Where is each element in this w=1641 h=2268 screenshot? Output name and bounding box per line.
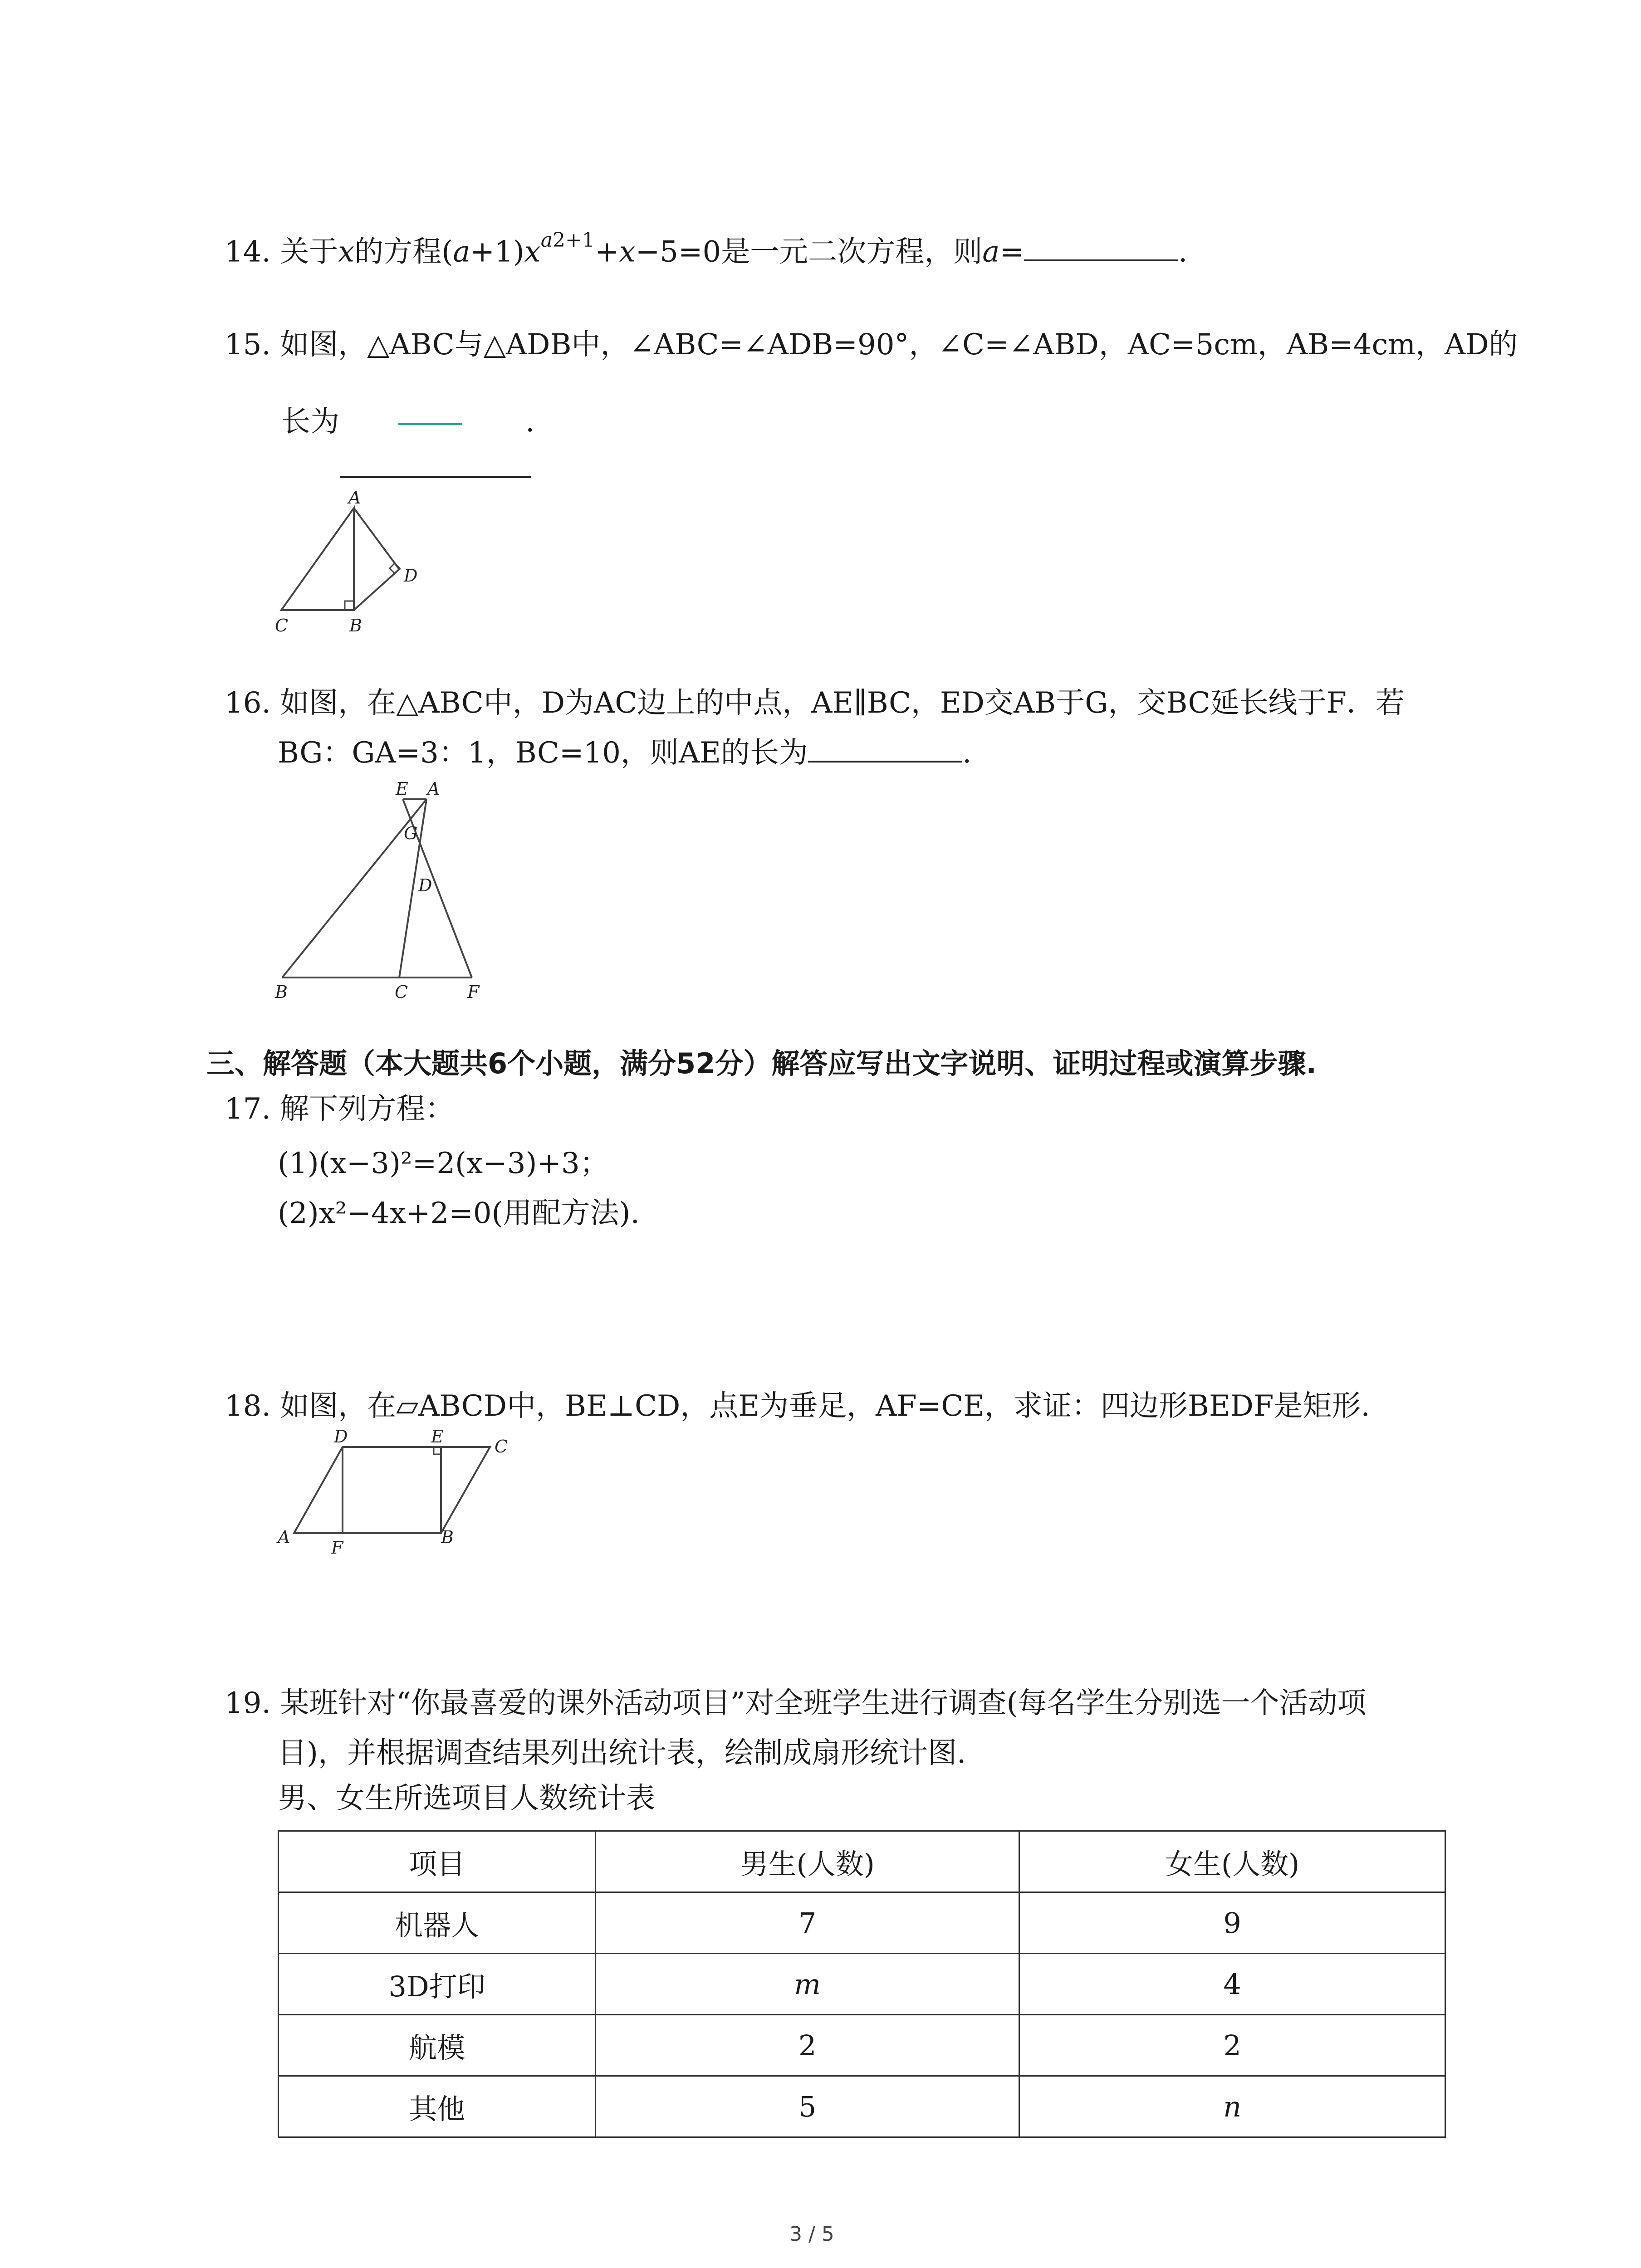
stats-table	[278, 1830, 1446, 2138]
label-e: E	[431, 1427, 444, 1447]
label-g: G	[404, 823, 418, 843]
q17-part2: (2)x²−4x+2=0(用配方法).	[278, 1197, 640, 1230]
label-a: A	[427, 779, 440, 799]
question-text: 如图，在△ABC中，D为AC边上的中点，AE∥BC，ED交AB于G，交BC延长线于F．若	[280, 686, 1405, 720]
right-angle-e	[434, 1447, 441, 1454]
table-row	[279, 1892, 1445, 1954]
label-b: B	[275, 982, 288, 1002]
figure-q18	[272, 1424, 526, 1560]
table-cell: 4	[1019, 1954, 1445, 2015]
label-c: C	[495, 1437, 508, 1457]
question-number: 19.	[225, 1686, 271, 1720]
header-cell: 项目	[279, 1831, 596, 1892]
table-cell: 9	[1019, 1892, 1445, 1954]
section-heading: 三、解答题（本大题共6个小题，满分52分）解答应写出文字说明、证明过程或演算步骤.	[206, 1047, 1317, 1080]
question-19	[225, 1685, 1367, 1721]
table-cell: 其他	[279, 2076, 596, 2137]
label-d: D	[404, 566, 418, 586]
table-cell: 7	[596, 1892, 1019, 1954]
question-text: 如图，在▱ABCD中，BE⊥CD，点E为垂足，AF=CE，求证：四边形BEDF是矩形.	[280, 1389, 1370, 1423]
figure-q15	[263, 467, 535, 649]
table-cell: 2	[1019, 2015, 1445, 2076]
q17-part1: (1)(x−3)²=2(x−3)+3；	[278, 1147, 609, 1180]
question-number: 15.	[225, 328, 271, 362]
answer-blank[interactable]	[398, 423, 462, 425]
figure-q16	[263, 771, 517, 1007]
header-cell: 女生(人数)	[1019, 1831, 1445, 1892]
table-cell: 航模	[279, 2015, 596, 2076]
question-16-line2: BG：GA=3：1，BC=10，则AE的长为 .	[278, 736, 972, 770]
question-14: 14. 关于x的方程$(a+1)x^{a2+1}+x-5=0$是一元二次方程，则a= .	[225, 229, 1188, 269]
triangle-adb	[354, 508, 399, 610]
question-17	[225, 1091, 454, 1127]
question-number: 17.	[225, 1092, 271, 1126]
table-cell: n	[1019, 2076, 1445, 2137]
label-f: F	[467, 982, 480, 1002]
question-number: 14.	[225, 235, 271, 269]
parallelogram-abcd	[294, 1447, 490, 1533]
right-angle-b	[345, 601, 354, 610]
label-a: A	[278, 1527, 290, 1547]
page-number: 3 / 5	[789, 2223, 834, 2246]
table-cell: 机器人	[279, 1892, 596, 1954]
label-e: E	[396, 779, 408, 799]
label-c: C	[395, 982, 408, 1002]
header-cell: 男生(人数)	[596, 1831, 1019, 1892]
label-b: B	[441, 1527, 454, 1547]
question-number: 18.	[225, 1389, 271, 1423]
table-row	[279, 2015, 1445, 2076]
question-19-line2: 目)，并根据调查结果列出统计表，绘制成扇形统计图.	[278, 1736, 966, 1770]
table-cell: 3D打印	[279, 1954, 596, 2015]
table-row	[279, 1954, 1445, 2015]
label-d: D	[418, 875, 432, 895]
table-row	[279, 2076, 1445, 2137]
table-title: 男、女生所选项目人数统计表	[278, 1782, 655, 1815]
question-text: 某班针对“你最喜爱的课外活动项目”对全班学生进行调查(每名学生分别选一个活动项	[280, 1686, 1367, 1720]
answer-blank[interactable]	[808, 761, 962, 763]
table-cell: 2	[596, 2015, 1019, 2076]
table-cell: 5	[596, 2076, 1019, 2137]
question-16	[225, 685, 1405, 721]
label-c: C	[275, 616, 289, 635]
question-title: 解下列方程：	[280, 1092, 455, 1126]
triangle-abc	[281, 508, 354, 610]
question-18	[225, 1388, 1370, 1424]
label-a: A	[348, 488, 361, 508]
label-d: D	[334, 1427, 348, 1447]
table-header-row	[279, 1831, 1445, 1892]
question-15	[225, 327, 1518, 363]
table-cell: m	[596, 1954, 1019, 2015]
label-f: F	[331, 1538, 343, 1558]
question-15-line2: 长为 .	[281, 405, 535, 439]
question-number: 16.	[225, 686, 271, 720]
answer-blank[interactable]	[1024, 259, 1178, 261]
label-b: B	[349, 616, 362, 635]
question-text: 如图，△ABC与△ADB中，∠ABC=∠ADB=90°，∠C=∠ABD，AC=5cm，AB=4cm，AD的	[280, 328, 1518, 362]
